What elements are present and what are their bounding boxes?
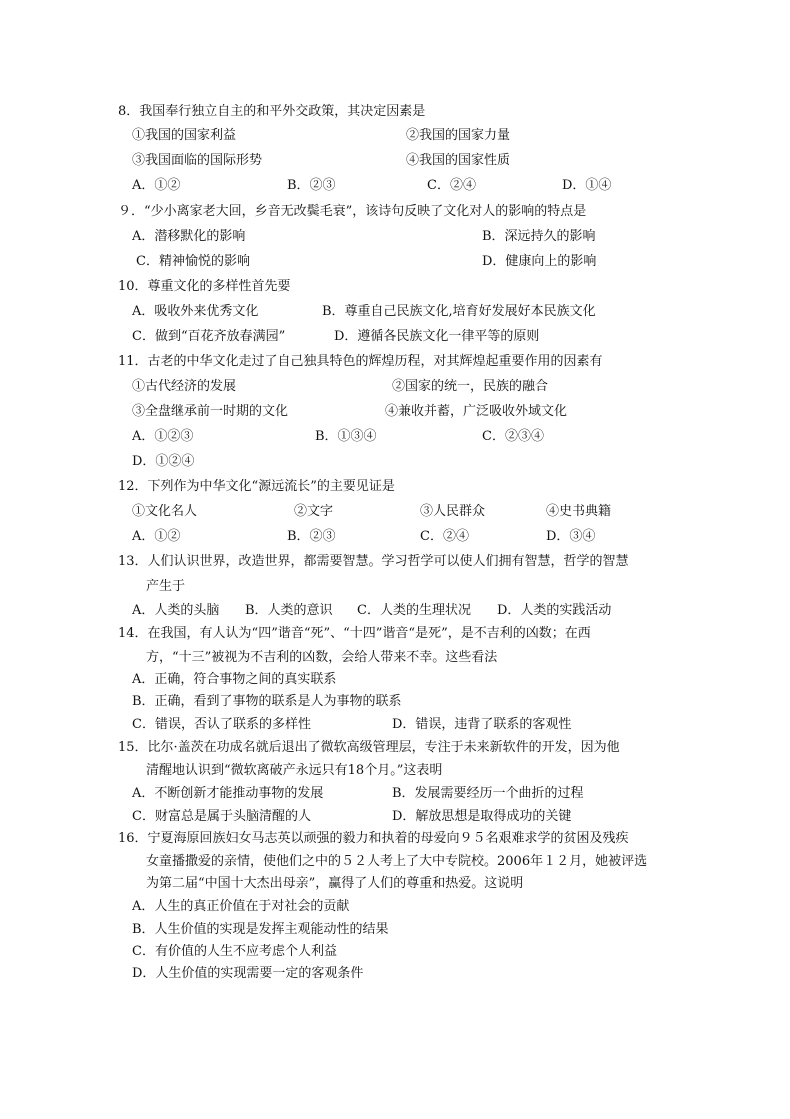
question-8-option-d: D．①④ [562, 178, 612, 193]
question-9-option-c: C．精神愉悦的影响 [136, 254, 250, 269]
question-8-option-c: C．②④ [427, 178, 476, 193]
question-12-item-4: ④史书典籍 [546, 504, 612, 519]
question-14-option-b: B．正确，看到了事物的联系是人为事物的联系 [132, 694, 402, 709]
question-8-item-1: ①我国的国家利益 [132, 128, 237, 143]
question-15-stem-line-1: 15．比尔·盖茨在功成名就后退出了微软高级管理层，专注于未来新软件的开发，因为他 [118, 740, 620, 755]
question-11-item-1: ①古代经济的发展 [132, 379, 237, 394]
question-16-stem-line-2: 女童播撒爱的亲情，使他们之中的５２人考上了大中专院校。2006年１２月，她被评选 [146, 854, 648, 869]
question-14-option-c: C．错误，否认了联系的多样性 [132, 717, 311, 732]
question-14-stem-line-1: 14．在我国，有人认为“四”谐音“死”、“十四”谐音“是死”，是不吉利的凶数；在西 [118, 626, 591, 641]
question-8-option-b: B．②③ [287, 178, 336, 193]
question-12-option-c: C．②④ [420, 529, 469, 544]
question-12-option-a: A．①② [132, 529, 181, 544]
question-12-stem: 12．下列作为中华文化“源远流长”的主要见证是 [118, 479, 395, 494]
question-16-stem-line-1: 16．宁夏海原回族妇女马志英以顽强的毅力和执着的母爱向９５名艰难求学的贫困及残疾 [118, 831, 629, 846]
question-11-option-c: C．②③④ [482, 429, 544, 444]
question-11-stem: 11．古老的中华文化走过了自己独具特色的辉煌历程，对其辉煌起重要作用的因素有 [118, 354, 603, 369]
question-15-stem-line-2: 清醒地认识到“微软离破产永远只有18个月。”这表明 [146, 763, 443, 778]
question-10-option-d: D．遵循各民族文化一律平等的原则 [334, 329, 540, 344]
question-8-stem: 8．我国奉行独立自主的和平外交政策，其决定因素是 [118, 104, 426, 119]
question-10-stem: 10．尊重文化的多样性首先要 [118, 279, 291, 294]
question-12-item-2: ②文字 [294, 504, 334, 519]
question-8-option-a: A．①② [132, 178, 181, 193]
question-16-stem-line-3: 为第二届“中国十大杰出母亲”，赢得了人们的尊重和热爱。这说明 [146, 876, 524, 891]
question-10-option-c: C．做到“百花齐放春满园” [132, 329, 286, 344]
question-10-option-a: A．吸收外来优秀文化 [132, 304, 259, 319]
question-12-item-1: ①文化名人 [132, 504, 198, 519]
question-10-option-b: B．尊重自己民族文化,培育好发展好本民族文化 [322, 304, 596, 319]
question-14-stem-line-2: 方，“十三”被视为不吉利的凶数，会给人带来不幸。这些看法 [146, 650, 498, 665]
question-11-item-2: ②国家的统一，民族的融合 [392, 379, 549, 394]
question-9-stem: ９．“少小离家老大回，乡音无改鬓毛衰”，该诗句反映了文化对人的影响的特点是 [118, 204, 587, 219]
question-13-option-b: B．人类的意识 [245, 603, 333, 618]
question-12-item-3: ③人民群众 [420, 504, 486, 519]
question-16-option-c: C．有价值的人生不应考虑个人利益 [132, 944, 337, 959]
question-13-option-c: C．人类的生理状况 [357, 603, 471, 618]
question-13-option-d: D．人类的实践活动 [497, 603, 612, 618]
question-11-option-d: D．①②④ [132, 454, 195, 469]
question-8-item-2: ②我国的国家力量 [406, 128, 511, 143]
question-14-option-d: D．错误，违背了联系的客观性 [392, 717, 572, 732]
question-9-option-a: A．潜移默化的影响 [132, 229, 246, 244]
question-16-option-b: B．人生价值的实现是发挥主观能动性的结果 [132, 922, 389, 937]
question-11-item-4: ④兼收并蓄，广泛吸收外域文化 [385, 404, 568, 419]
question-8-item-3: ③我国面临的国际形势 [132, 153, 263, 168]
question-15-option-a: A．不断创新才能推动事物的发展 [132, 786, 324, 801]
question-13-option-a: A．人类的头脑 [132, 603, 220, 618]
question-15-option-c: C．财富总是属于头脑清醒的人 [132, 809, 311, 824]
question-16-option-d: D．人生价值的实现需要一定的客观条件 [132, 966, 364, 981]
question-9-option-d: D．健康向上的影响 [482, 254, 597, 269]
question-8-item-4: ④我国的国家性质 [406, 153, 511, 168]
question-16-option-a: A．人生的真正价值在于对社会的贡献 [132, 899, 350, 914]
question-15-option-b: B．发展需要经历一个曲折的过程 [392, 786, 584, 801]
question-11-item-3: ③全盘继承前一时期的文化 [132, 404, 289, 419]
question-12-option-b: B．②③ [287, 529, 336, 544]
question-14-option-a: A．正确，符合事物之间的真实联系 [132, 672, 337, 687]
question-15-option-d: D．解放思想是取得成功的关键 [392, 809, 572, 824]
question-11-option-a: A．①②③ [132, 429, 194, 444]
question-9-option-b: B．深远持久的影响 [482, 229, 596, 244]
question-13-stem-line-2: 产生于 [146, 579, 186, 594]
question-12-option-d: D．③④ [546, 529, 596, 544]
question-13-stem-line-1: 13．人们认识世界，改造世界，都需要智慧。学习哲学可以使人们拥有智慧，哲学的智慧 [118, 554, 629, 569]
question-11-option-b: B．①③④ [315, 429, 377, 444]
